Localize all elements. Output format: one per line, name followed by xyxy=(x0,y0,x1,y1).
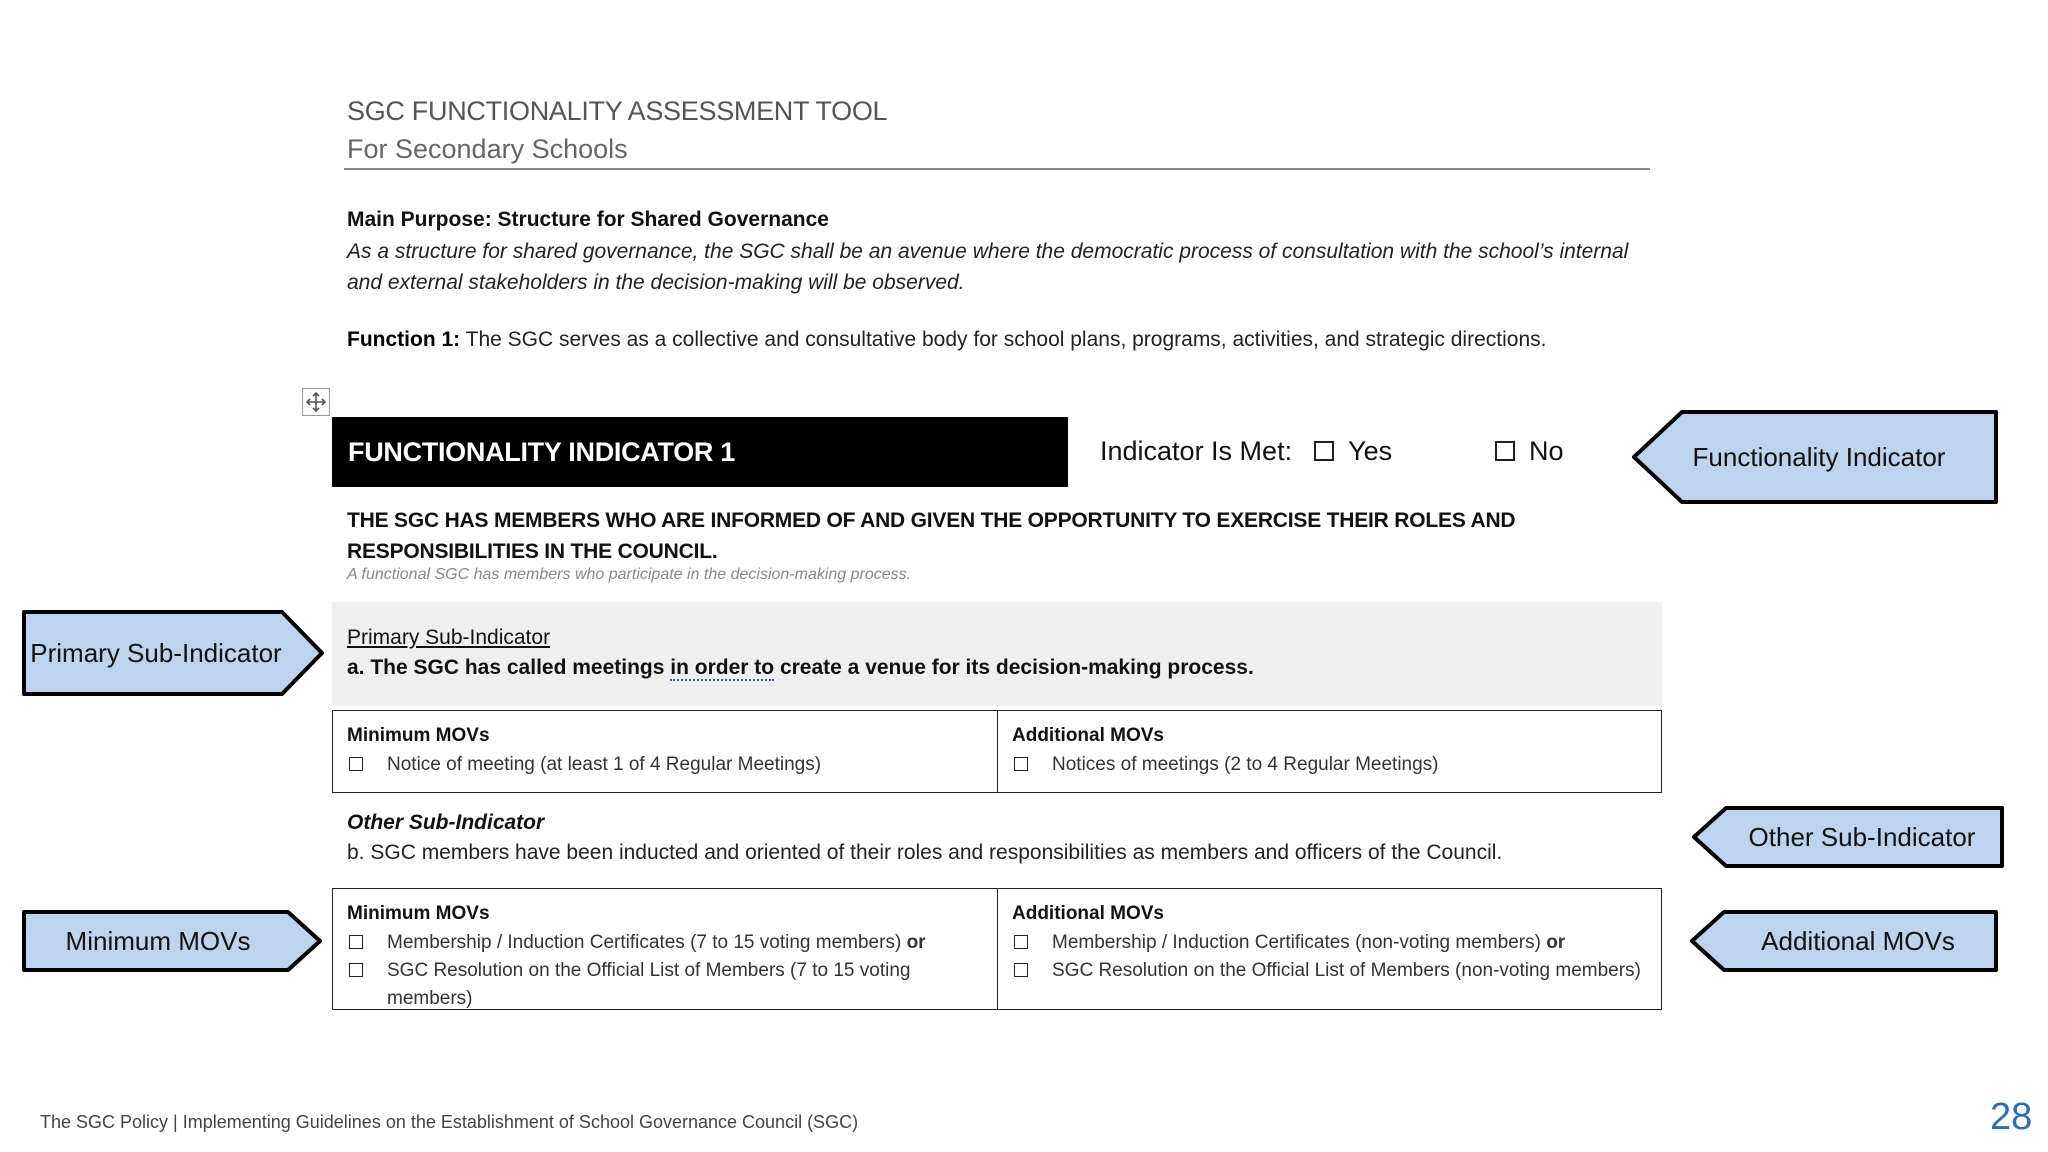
callout-primary-sub-indicator xyxy=(20,608,326,698)
mov-heading: Minimum MOVs xyxy=(347,903,490,924)
other-sub-indicator-heading: Other Sub-Indicator xyxy=(347,811,545,834)
mov-checkbox[interactable] xyxy=(349,963,363,977)
function-label: Function 1: xyxy=(347,328,461,351)
indicator-statement: THE SGC HAS MEMBERS WHO ARE INFORMED OF AND GIVEN THE OPPORTUNITY TO EXERCISE THEIR ROLES AND RESPONSIBILITIES IN THE COUNCIL. xyxy=(347,509,1516,563)
callout-minimum-movs xyxy=(20,908,324,974)
document-subtitle: For Secondary Schools xyxy=(347,134,628,164)
indicator-note: A functional SGC has members who participate in the decision-making process. xyxy=(347,566,912,583)
mov-heading: Minimum MOVs xyxy=(347,725,490,746)
yes-label: Yes xyxy=(1348,436,1393,466)
functionality-indicator-title: FUNCTIONALITY INDICATOR 1 xyxy=(332,417,1068,487)
primary-additional-movs xyxy=(997,711,1661,792)
function-text: The SGC serves as a collective and consultative body for school plans, programs, activities, and strategic directions. xyxy=(460,328,1547,351)
primary-sub-indicator-heading: Primary Sub-Indicator xyxy=(347,626,551,649)
header-divider xyxy=(344,168,1650,170)
mov-item-text: Membership / Induction Certificates (non-voting members) or xyxy=(1052,932,1566,953)
callout-label: Additional MOVs xyxy=(1761,926,1955,956)
other-sub-indicator-text: b. SGC members have been inducted and oriented of their roles and responsibilities as members and officers of the Council. xyxy=(347,841,1503,864)
mov-checkbox[interactable] xyxy=(1014,963,1028,977)
mov-heading: Additional MOVs xyxy=(1012,725,1164,746)
mov-heading: Additional MOVs xyxy=(1012,903,1164,924)
callout-label: Functionality Indicator xyxy=(1692,442,1946,472)
mov-item-text: Membership / Induction Certificates (7 to 15 voting members) or xyxy=(387,932,926,953)
other-mov-table xyxy=(332,888,1662,1010)
document-title: SGC FUNCTIONALITY ASSESSMENT TOOL xyxy=(347,96,888,126)
purpose-heading: Main Purpose: Structure for Shared Governance xyxy=(347,208,829,231)
mov-checkbox[interactable] xyxy=(349,757,363,771)
mov-item-text: SGC Resolution on the Official List of Members (non-voting members) xyxy=(1052,960,1641,981)
page-number: 28 xyxy=(1990,1096,2033,1138)
no-label: No xyxy=(1529,436,1564,466)
indicator-met-row xyxy=(1100,436,1392,467)
yes-checkbox[interactable] xyxy=(1314,441,1334,461)
indicator-met-label: Indicator Is Met: xyxy=(1100,436,1293,466)
mov-checkbox[interactable] xyxy=(1014,757,1028,771)
purpose-text: As a structure for shared governance, the SGC shall be an avenue where the democratic process of consultation with the school’s internal and external stakeholders in the decision-making will be observed. xyxy=(347,240,1629,294)
grammar-flag: in order to xyxy=(670,656,775,679)
mov-item-text: Notices of meetings (2 to 4 Regular Meetings) xyxy=(1052,754,1439,775)
no-checkbox[interactable] xyxy=(1495,441,1515,461)
footer-text: The SGC Policy | Implementing Guidelines on the Establishment of School Governance Council (SGC) xyxy=(40,1112,859,1132)
mov-item-text: SGC Resolution on the Official List of Members (7 to 15 voting members) xyxy=(387,960,911,1009)
callout-label: Primary Sub-Indicator xyxy=(30,638,282,668)
primary-minimum-movs xyxy=(333,711,997,792)
mov-checkbox[interactable] xyxy=(1014,935,1028,949)
callout-additional-movs xyxy=(1688,908,2000,974)
callout-label: Other Sub-Indicator xyxy=(1748,822,1976,852)
primary-sub-indicator-box xyxy=(332,602,1662,706)
function-statement xyxy=(347,328,1546,352)
table-move-handle-icon[interactable] xyxy=(302,388,330,416)
mov-checkbox[interactable] xyxy=(349,935,363,949)
other-minimum-movs xyxy=(333,889,997,1009)
callout-label: Minimum MOVs xyxy=(65,926,251,956)
other-additional-movs xyxy=(997,889,1661,1009)
indicator-no-row xyxy=(1495,436,1564,467)
primary-sub-indicator-text: a. The SGC has called meetings in order to create a venue for its decision-making process. xyxy=(347,656,1254,679)
primary-mov-table xyxy=(332,710,1662,793)
callout-functionality-indicator xyxy=(1630,408,2000,506)
mov-item-text: Notice of meeting (at least 1 of 4 Regular Meetings) xyxy=(387,754,822,775)
callout-other-sub-indicator xyxy=(1690,804,2006,870)
